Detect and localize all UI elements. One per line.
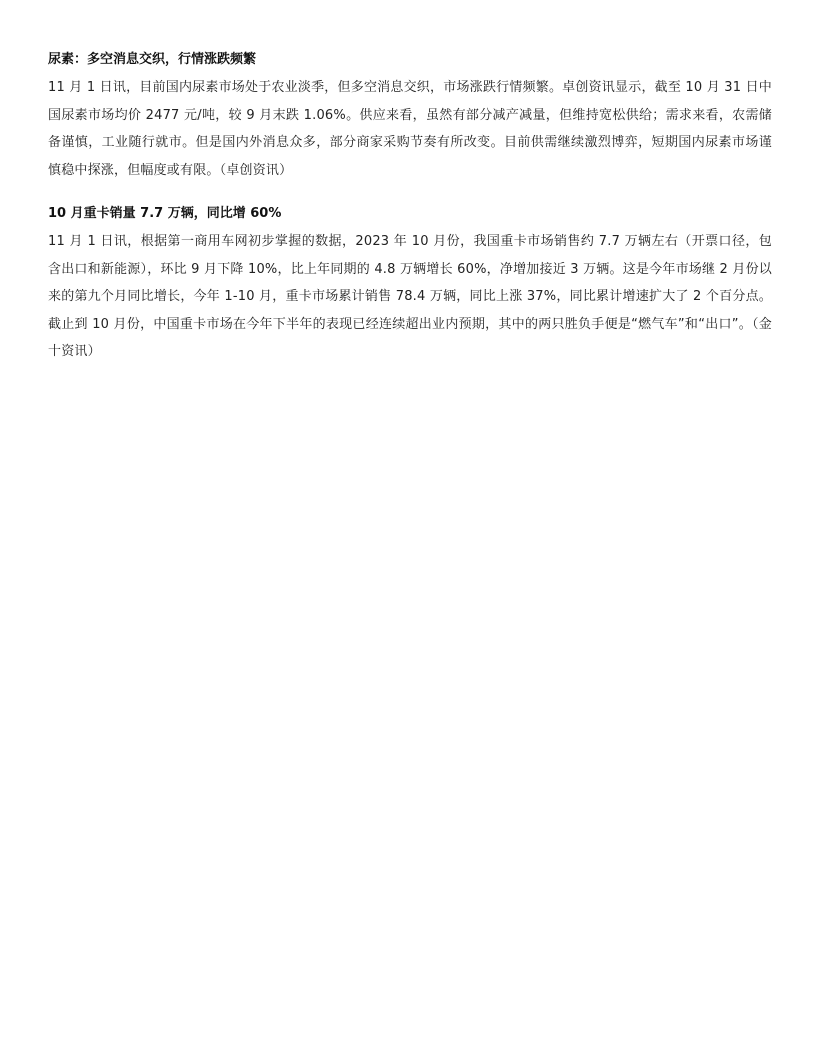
article-headline: 10 月重卡销量 7.7 万辆，同比增 60%	[48, 206, 282, 221]
article-urea	[48, 50, 772, 184]
document-page	[48, 50, 772, 386]
article-heavy-truck	[48, 204, 772, 366]
article-body: 11 月 1 日讯，目前国内尿素市场处于农业淡季，但多空消息交织，市场涨跌行情频繁。卓创资讯显示，截至 10 月 31 日中国尿素市场均价 2477 元/吨，较 9 月末跌 1.06%。供应来看，虽然有部分减产减量，但维持宽松供给；需求来看，农需储备谨慎，工业随行就市。但是国内外消息众多，部分商家采购节奏有所改变。目前供需继续激烈博弈，短期国内尿素市场谨慎稳中探涨，但幅度或有限。（卓创资讯）	[48, 80, 772, 178]
article-headline: 尿素：多空消息交织，行情涨跌频繁	[48, 52, 257, 67]
article-body: 11 月 1 日讯，根据第一商用车网初步掌握的数据，2023 年 10 月份，我国重卡市场销售约 7.7 万辆左右（开票口径，包含出口和新能源），环比 9 月下降 10%，比上年同期的 4.8 万辆增长 60%，净增加接近 3 万辆。这是今年市场继 2 月份以来的第九个月同比增长，今年 1-10 月，重卡市场累计销售 78.4 万辆，同比上涨 37%，同比累计增速扩大了 2 个百分点。截止到 10 月份，中国重卡市场在今年下半年的表现已经连续超出业内预期，其中的两只胜负手便是“燃气车”和“出口”。（金十资讯）	[48, 234, 772, 359]
